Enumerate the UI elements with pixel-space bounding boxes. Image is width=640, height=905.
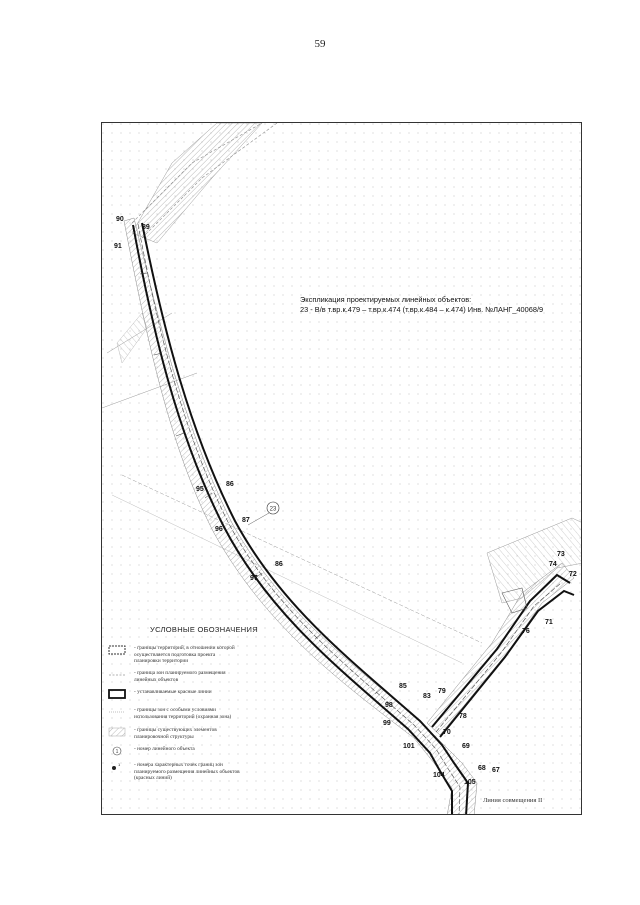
existing-elements-icon [108,727,126,737]
point-label: 73 [557,551,565,558]
point-label: 86 [226,481,234,488]
legend-title: УСЛОВНЫЕ ОБОЗНАЧЕНИЯ [150,625,258,634]
zone-boundary-icon [108,670,126,680]
svg-text:1: 1 [115,749,119,755]
point-label: 95 [196,486,204,493]
point-label: 76 [522,628,530,635]
legend-item-text: осуществляется подготовка проекта [134,651,216,658]
point-label: 97 [250,575,258,582]
point-label: 104 [433,772,445,779]
point-label: 105 [464,779,476,786]
legend-item-text: - границы зон с особыми условиями [134,707,216,713]
point-label: 79 [438,688,446,695]
point-label: 70 [443,729,451,736]
legend-item-text: - номера характерных точек границ зон [134,762,223,768]
legend-item-text: линейных объектов [134,676,179,683]
protection-zone-icon [108,707,126,717]
object-number-icon [108,746,126,756]
point-label: 89 [142,224,150,231]
map-frame [101,122,582,815]
point-label: 74 [549,561,557,568]
point-label: 99 [383,720,391,727]
legend-item-text: планировочной структуры [134,733,194,740]
legend-item-text: - границы существующих элементов [134,727,217,733]
legend-item-text: планировки территории [134,658,189,665]
territory-boundary-icon [108,645,126,655]
legend-item-text: - граница зон планируемого размещения [134,670,226,676]
point-label: 91 [114,243,122,250]
point-label: 83 [423,693,431,700]
legend-item-text: использования территорий (охранная зона) [134,713,232,720]
legend-item-text: планируемого размещения линейных объектов [134,768,240,775]
red-line-icon [108,689,126,699]
explication-title: Экспликация проектируемых линейных объектов: [300,295,472,304]
object-number-text: 23 [269,506,277,513]
point-label: 78 [459,713,467,720]
point-label: 86 [275,561,283,568]
svg-text:1: 1 [118,762,121,767]
point-label: 101 [403,743,415,750]
point-label: 98 [385,702,393,709]
point-label: 72 [569,571,577,578]
point-label: 68 [478,765,486,772]
point-label: 96 [215,526,223,533]
point-label: 67 [492,767,500,774]
point-label: 71 [545,619,553,626]
explication-line: 23 - В/в т.вр.к.479 – т.вр.к.474 (т.вр.к.484 – к.474) Инв. №ЛАНГ_40068/9 [300,305,544,314]
legend-item-text: - устанавливаемые красные линии [134,689,212,695]
explication-block [300,295,543,315]
legend-item-text: - номер линейного объекта [134,746,195,752]
point-label: 87 [242,517,250,524]
point-label: 85 [399,683,407,690]
legend-item-text: (красных линий) [134,775,172,782]
legend-item-text: - границы территорий, в отношении которой [134,645,235,651]
seam-line-label: Линия совмещения II [483,797,543,804]
page-number: 59 [314,38,326,50]
point-label: 69 [462,743,470,750]
point-marker-icon [108,762,126,772]
point-label: 90 [116,216,124,223]
